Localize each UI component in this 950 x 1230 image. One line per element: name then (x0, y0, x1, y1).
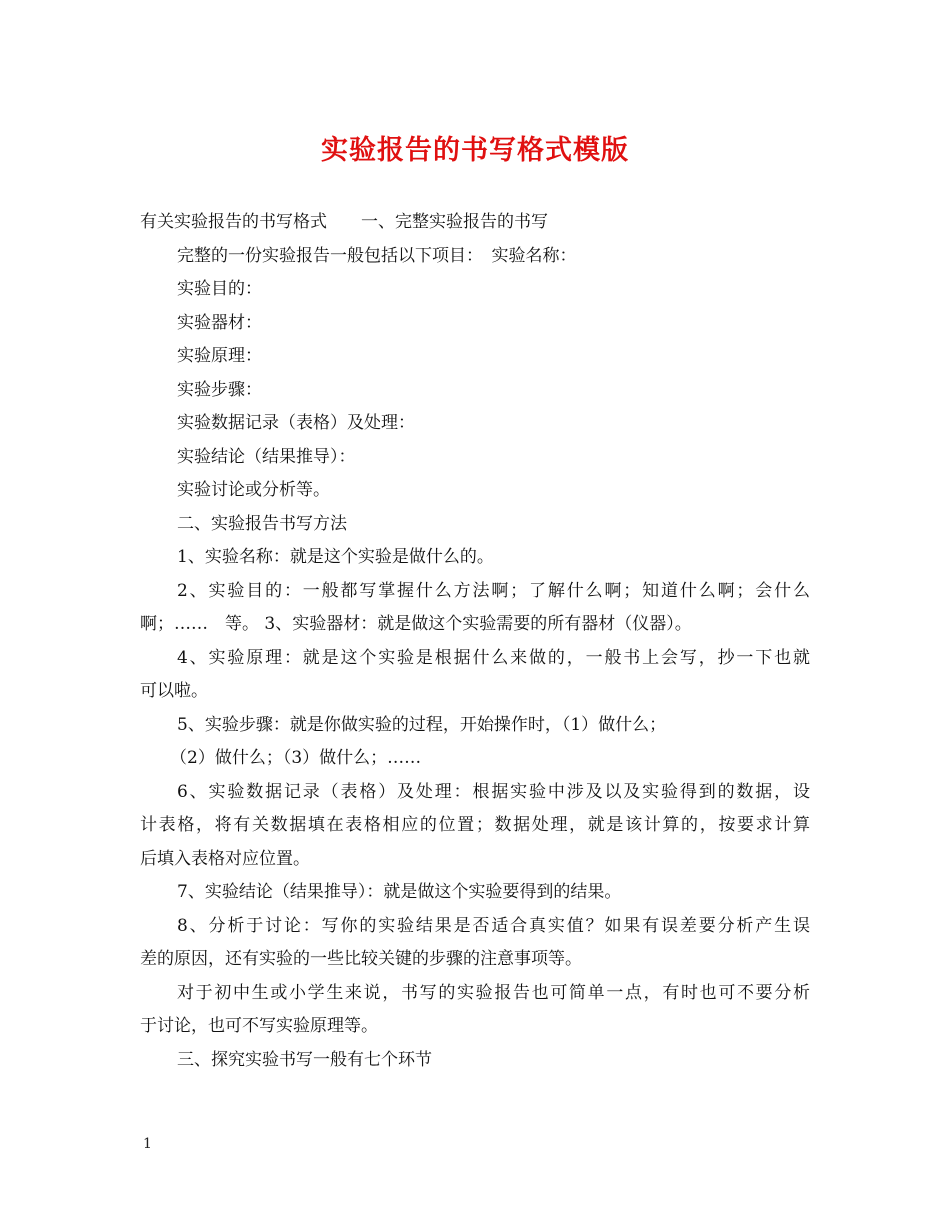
body-line: 对于初中生或小学生来说，书写的实验报告也可简单一点，有时也可不要分析 (177, 982, 810, 1003)
body-line: 完整的一份实验报告一般包括以下项目： 实验名称： (177, 245, 577, 266)
body-line: 实验器材： (177, 312, 262, 333)
page-number: 1 (143, 1136, 152, 1152)
section-heading: 二、实验报告书写方法 (177, 513, 347, 534)
body-line: 2、实验目的：一般都写掌握什么方法啊；了解什么啊；知道什么啊；会什么 (177, 580, 810, 601)
body-line: 6、实验数据记录（表格）及处理：根据实验中涉及以及实验得到的数据，设 (177, 781, 810, 802)
body-line: 差的原因，还有实验的一些比较关键的步骤的注意事项等。 (140, 949, 582, 969)
body-line: 实验讨论或分析等。 (177, 480, 330, 500)
body-line: 4、实验原理：就是这个实验是根据什么来做的，一般书上会写，抄一下也就 (177, 647, 810, 668)
body-line: 实验步骤： (177, 379, 262, 400)
body-line: 于讨论，也可不写实验原理等。 (140, 1016, 378, 1036)
body-line: 7、实验结论（结果推导）：就是做这个实验要得到的结果。 (177, 882, 622, 902)
body-line: 可以啦。 (140, 681, 208, 701)
body-line: 啊；…… 等。 3、实验器材：就是做这个实验需要的所有器材（仪器）。 (140, 614, 692, 634)
body-line: 实验原理： (177, 346, 262, 366)
body-line: 实验目的： (177, 279, 262, 299)
body-line: 5、实验步骤：就是你做实验的过程，开始操作时，（1）做什么； (177, 714, 667, 735)
document-title: 实验报告的书写格式模版 (321, 135, 629, 166)
document-body (140, 206, 810, 1077)
body-line: 实验结论（结果推导）： (177, 446, 356, 467)
body-line: 计表格，将有关数据填在表格相应的位置；数据处理，就是该计算的，按要求计算 (140, 815, 810, 835)
body-line: 后填入表格对应位置。 (140, 848, 310, 869)
body-line: 1、实验名称：就是这个实验是做什么的。 (177, 547, 494, 567)
body-line: 8、分析于讨论：写你的实验结果是否适合真实值？如果有误差要分析产生误 (177, 915, 810, 936)
section-heading: 三、探究实验书写一般有七个环节 (177, 1049, 432, 1070)
body-line: 实验数据记录（表格）及处理： (177, 413, 415, 433)
body-line: （2）做什么；（3）做什么；…… (170, 748, 422, 768)
body-line: 有关实验报告的书写格式 一、完整实验报告的书写 (140, 212, 548, 232)
